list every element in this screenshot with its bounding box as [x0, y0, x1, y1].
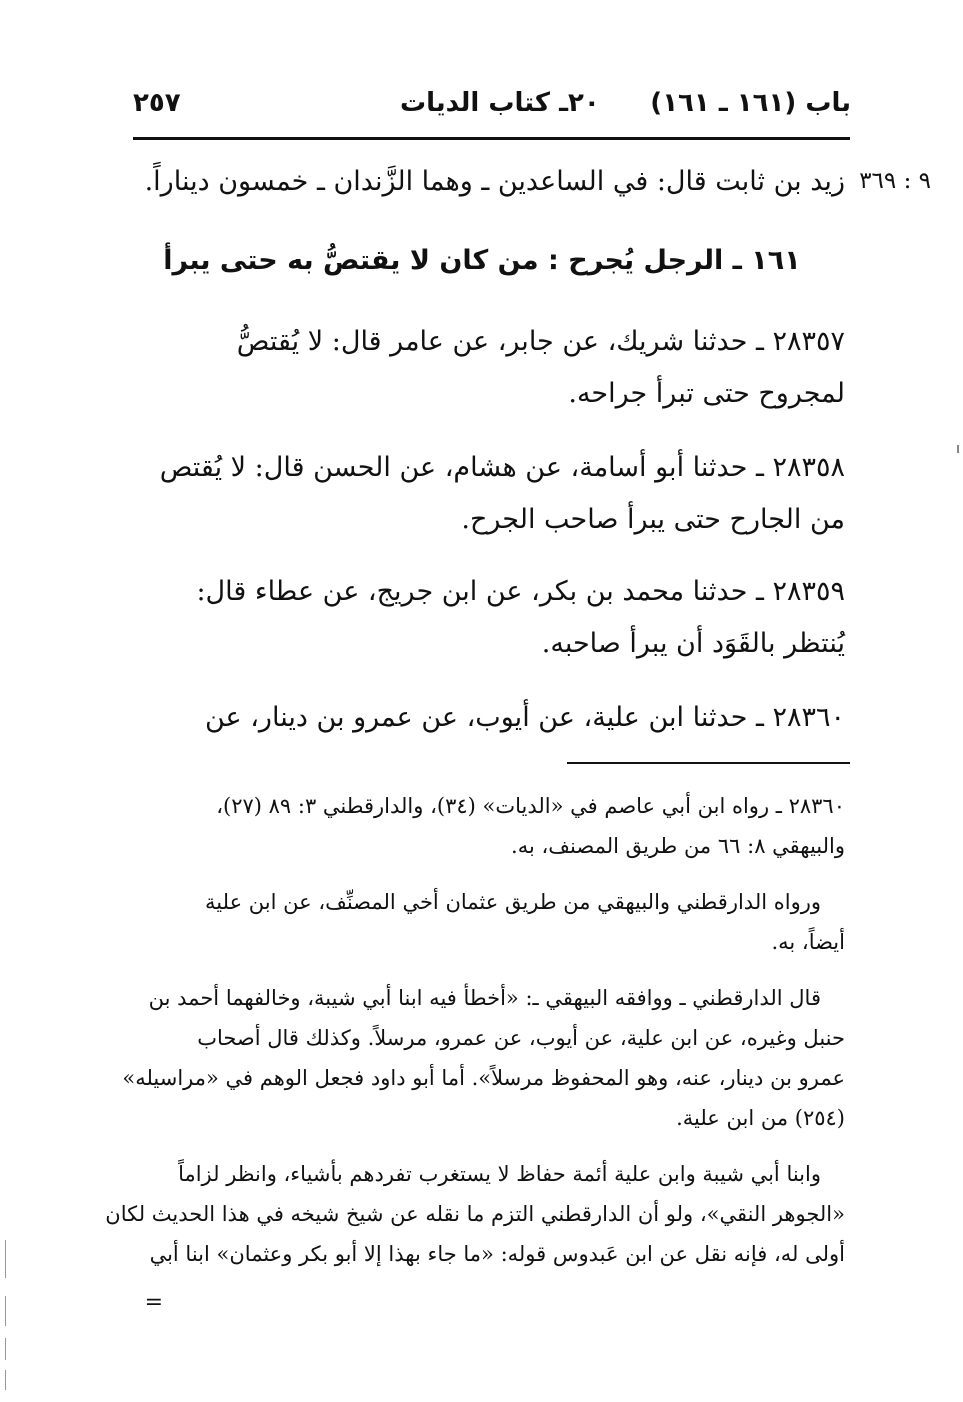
footnote-line: وابنا أبي شيبة وابن علية أئمة حفاظ لا يستغرب تفردهم بأشياء، وانظر لزاماً [178, 1162, 821, 1186]
book-title: ٢٠ـ كتاب الديات [400, 88, 600, 118]
footnote-line: «الجوهر النقي»، ولو أن الدارقطني التزم ما نقله عن شيخ شيخه في هذا الحديث لكان [105, 1202, 845, 1226]
footnote-line: عمرو بن دينار، عنه، وهو المحفوظ مرسلاً». أما أبو داود فجعل الوهم في «مراسيله» [122, 1066, 845, 1090]
volume-reference: ٩ : ٣٦٩ [859, 168, 931, 194]
continuation-mark: = [144, 1290, 163, 1315]
footnote-line: أولى له، فإنه نقل عن ابن عَبدوس قوله: «ما جاء بهذا إلا أبو بكر وعثمان» ابنا أبي [149, 1242, 845, 1266]
scan-mark [5, 1240, 6, 1278]
hadith-28357-line-2: لمجروح حتى تبرأ جراحه. [568, 378, 845, 409]
footnote-rule [567, 762, 850, 764]
footnote-line: ٢٨٣٦٠ ـ رواه ابن أبي عاصم في «الديات» (٣٤)، والدارقطني ٣: ٨٩ (٢٧)، [216, 794, 845, 818]
scan-mark [5, 1370, 6, 1390]
footnote-line: قال الدارقطني ـ ووافقه البيهقي ـ: «أخطأ فيه ابنا أبي شيبة، وخالفهما أحمد بن [148, 986, 821, 1010]
footnote-line: حنبل وغيره، عن ابن علية، عن أيوب، عن عمرو، مرسلاً. وكذلك قال أصحاب [197, 1026, 845, 1050]
scan-mark [5, 1338, 6, 1360]
hadith-28358-line-2: من الجارح حتى يبرأ صاحب الجرح. [461, 504, 845, 535]
hadith-28359-line-2: يُنتظر بالقَوَد أن يبرأ صاحبه. [541, 628, 845, 659]
section-heading: ١٦١ ـ الرجل يُجرح : من كان لا يقتصُّ به حتى يبرأ [163, 245, 801, 276]
hadith-28358-line-1: ٢٨٣٥٨ ـ حدثنا أبو أسامة، عن هشام، عن الحسن قال: لا يُقتص [159, 452, 845, 483]
footnote-line: ورواه الدارقطني والبيهقي من طريق عثمان أخي المصنِّف، عن ابن علية [205, 890, 821, 914]
footnote-line: (٢٥٤) من ابن علية. [676, 1106, 845, 1130]
hadith-28359-line-1: ٢٨٣٥٩ ـ حدثنا محمد بن بكر، عن ابن جريج، عن عطاء قال: [196, 576, 845, 607]
chapter-title: باب (١٦١ ـ ١٦١) [650, 88, 851, 118]
hadith-28360-line-1: ٢٨٣٦٠ ـ حدثنا ابن علية، عن أيوب، عن عمرو بن دينار، عن [204, 702, 845, 733]
hadith-28357-line-1: ٢٨٣٥٧ ـ حدثنا شريك، عن جابر، عن عامر قال: لا يُقتصُّ [236, 326, 845, 357]
scan-mark [5, 1296, 6, 1326]
footnote-line: أيضاً، به. [771, 930, 845, 954]
footnote-line: والبيهقي ٨: ٦٦ من طريق المصنف، به. [511, 834, 845, 858]
scan-mark [957, 445, 959, 453]
header-rule [133, 137, 850, 140]
continuation-text: زيد بن ثابت قال: في الساعدين ـ وهما الزَّندان ـ خمسون ديناراً. [144, 166, 845, 197]
page-number: ٢٥٧ [133, 88, 181, 118]
